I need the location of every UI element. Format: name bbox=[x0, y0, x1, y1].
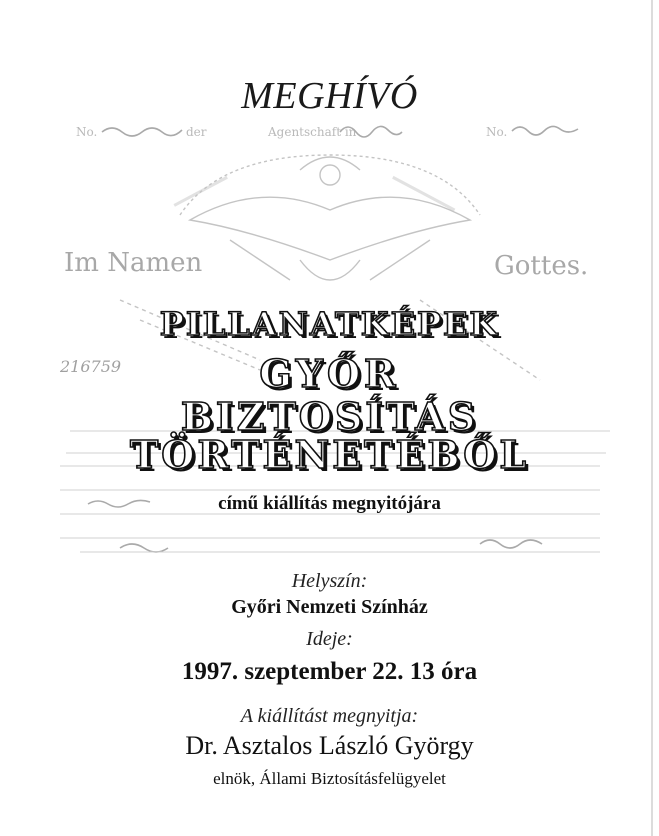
exhibition-subtitle: című kiállítás megnyitójára bbox=[218, 493, 441, 514]
bg-no-label-right: No. bbox=[486, 125, 508, 139]
venue-value: Győri Nemzeti Színház bbox=[231, 596, 428, 618]
bg-agentschaft-label: Agentschaft in bbox=[268, 125, 357, 139]
date-value: 1997. szeptember 22. 13 óra bbox=[181, 658, 478, 685]
headline-line-2: GYŐR bbox=[259, 351, 400, 396]
venue-label: Helyszín: bbox=[291, 570, 368, 592]
opener-label: A kiállítást megnyitja: bbox=[240, 705, 419, 727]
headline-line-1: PILLANATKÉPEK bbox=[159, 305, 500, 343]
invitation-title: MEGHÍVÓ bbox=[241, 75, 418, 117]
headline-line-3: BIZTOSÍTÁS bbox=[180, 394, 479, 439]
date-label: Ideje: bbox=[306, 628, 353, 650]
bg-no-label-left: No. bbox=[76, 125, 98, 139]
opener-name: Dr. Asztalos László György bbox=[185, 731, 474, 760]
opener-role: elnök, Állami Biztosításfelügyelet bbox=[213, 769, 446, 788]
bg-motto-left: Im Namen bbox=[64, 248, 203, 278]
bg-stamp-number: 216759 bbox=[60, 357, 122, 376]
bg-der-label: der bbox=[186, 125, 207, 139]
bg-motto-right: Gottes. bbox=[494, 251, 589, 281]
headline-line-4: TÖRTÉNETÉBŐL bbox=[129, 432, 530, 477]
